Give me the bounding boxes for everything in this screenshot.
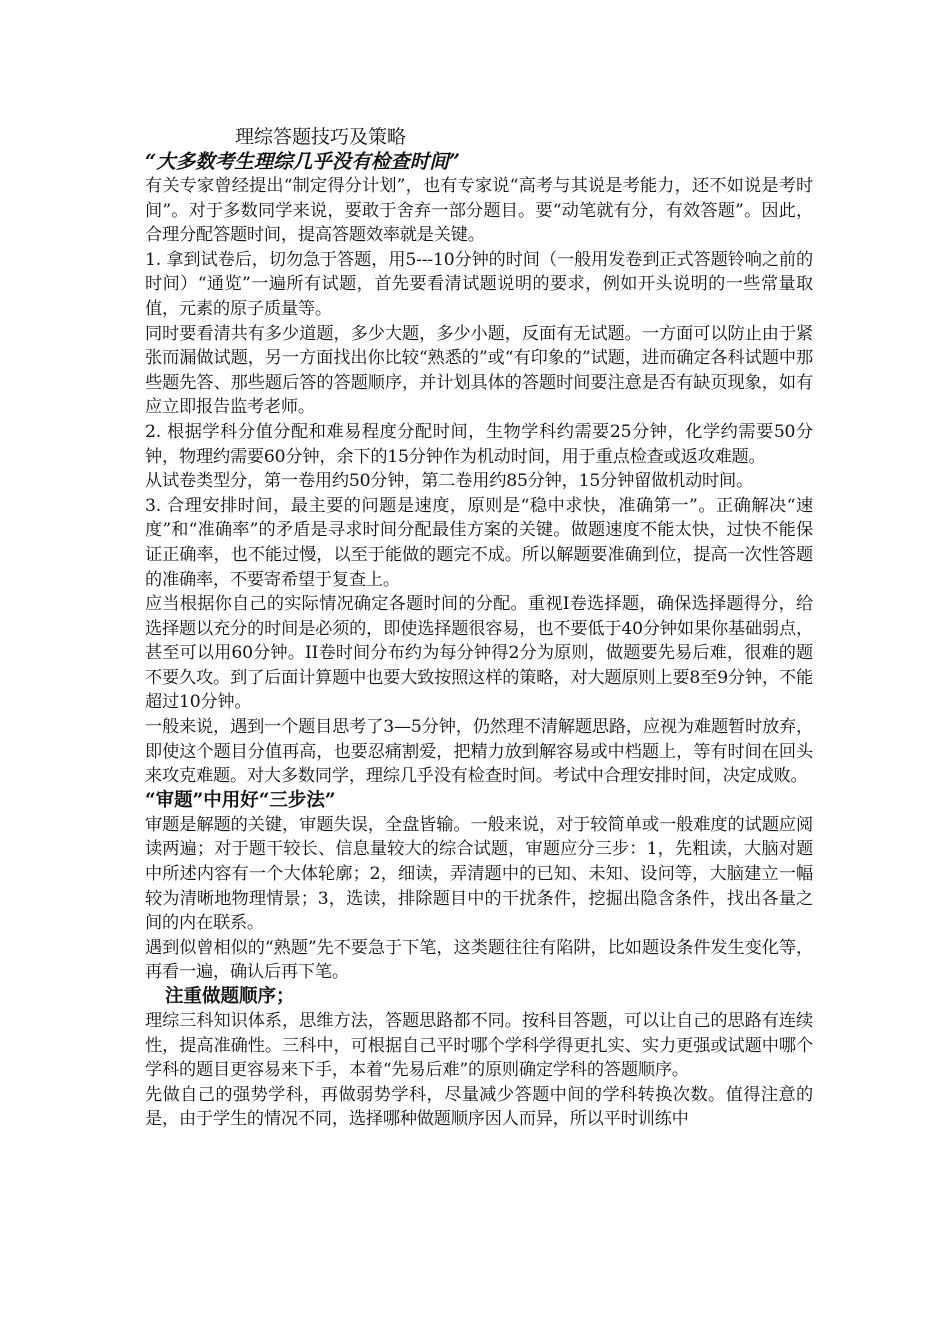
paragraph: 审题是解题的关键，审题失误，全盘皆输。一般来说，对于较简单或一般难度的试题应阅读两遍；对于题干较长、信息量较大的综合试题，审题应分三步：1，先粗读，大脑对题中所述内容有一个大体轮廓；2，细读，弄清题中的已知、未知、设问等，大脑建立一幅较为清晰地物理情景；3，选读，排除题目中的干扰条件，挖掘出隐含条件，找出各量之间的内在联系。 xyxy=(145,814,813,934)
paragraph: 一般来说，遇到一个题目思考了3—5分钟，仍然理不清解题思路，应视为难题暂时放弃，即使这个题目分值再高，也要忍痛割爱，把精力放到解容易或中档题上，等有时间在回头来攻克难题。对大多数同学，理综几乎没有检查时间。考试中合理安排时间，决定成败。 xyxy=(145,717,813,787)
paragraph: 2. 根据学科分值分配和难易程度分配时间，生物学科约需要25分钟，化学约需要50分钟，物理约需要60分钟，余下的15分钟作为机动时间，用于重点检查或返攻难题。 xyxy=(145,421,813,467)
paragraph: 3. 合理安排时间，最主要的问题是速度，原则是“稳中求快，准确第一”。正确解决“速度”和“准确率”的矛盾是寻求时间分配最佳方案的关键。做题速度不能太快，过快不能保证正确率，也不能过慢，以至于能做的题完不成。所以解题要准确到位，提高一次性答题的准确率，不要寄希望于复查上。 xyxy=(145,495,813,590)
paragraph: 同时要看清共有多少道题，多少大题，多少小题，反面有无试题。一方面可以防止由于紧张而漏做试题，另一方面找出你比较“熟悉的”或“有印象的”试题，进而确定各科试题中那些题先答、那些题后答的答题顺序，并计划具体的答题时间要注意是否有缺页现象，如有应立即报告监考老师。 xyxy=(145,323,813,418)
section-heading-time: “大多数考生理综几乎没有检查时间” xyxy=(145,150,460,173)
document-page xyxy=(145,124,813,1132)
paragraph: 遇到似曾相似的“熟题”先不要急于下笔，这类题往往有陷阱，比如题设条件发生变化等，再看一遍，确认后再下笔。 xyxy=(145,937,813,983)
paragraph: 有关专家曾经提出“制定得分计划”，也有专家说“高考与其说是考能力，还不如说是考时间”。对于多数同学来说，要敢于舍弃一部分题目。要“动笔就有分，有效答题”。因此，合理分配答题时间，提高答题效率就是关键。 xyxy=(145,176,813,246)
paragraph: 先做自己的强势学科，再做弱势学科，尽量减少答题中间的学科转换次数。值得注意的是，由于学生的情况不同，选择哪种做题顺序因人而异，所以平时训练中 xyxy=(145,1084,813,1130)
document-title: 理综答题技巧及策略 xyxy=(235,126,407,148)
section-heading-three-steps: “审题”中用好“三步法” xyxy=(145,789,336,811)
paragraph: 1. 拿到试卷后，切勿急于答题，用5---10分钟的时间（一般用发卷到正式答题铃响之前的时间）“通览”一遍所有试题，首先要看清试题说明的要求，例如开头说明的一些常量取值，元素的原子质量等。 xyxy=(145,249,813,319)
section-heading-order: 注重做题顺序； xyxy=(165,986,295,1007)
paragraph: 应当根据你自己的实际情况确定各题时间的分配。重视I卷选择题，确保选择题得分，给选择题以充分的时间是必须的，即使选择题很容易，也不要低于40分钟如果你基础弱点，甚至可以用60分钟。II卷时间分布约为每分钟得2分为原则，做题要先易后难，很难的题不要久攻。到了后面计算题中也要大致按照这样的策略，对大题原则上要8至9分钟，不能超过10分钟。 xyxy=(145,594,813,713)
paragraph: 从试卷类型分，第一卷用约50分钟，第二卷用约85分钟，15分钟留做机动时间。 xyxy=(145,471,754,492)
paragraph: 理综三科知识体系，思维方法，答题思路都不同。按科目答题，可以让自己的思路有连续性，提高准确性。三科中，可根据自己平时哪个学科学得更扎实、实力更强或试题中哪个学科的题目更容易来下手，本着“先易后难”的原则确定学科的答题顺序。 xyxy=(145,1011,813,1081)
